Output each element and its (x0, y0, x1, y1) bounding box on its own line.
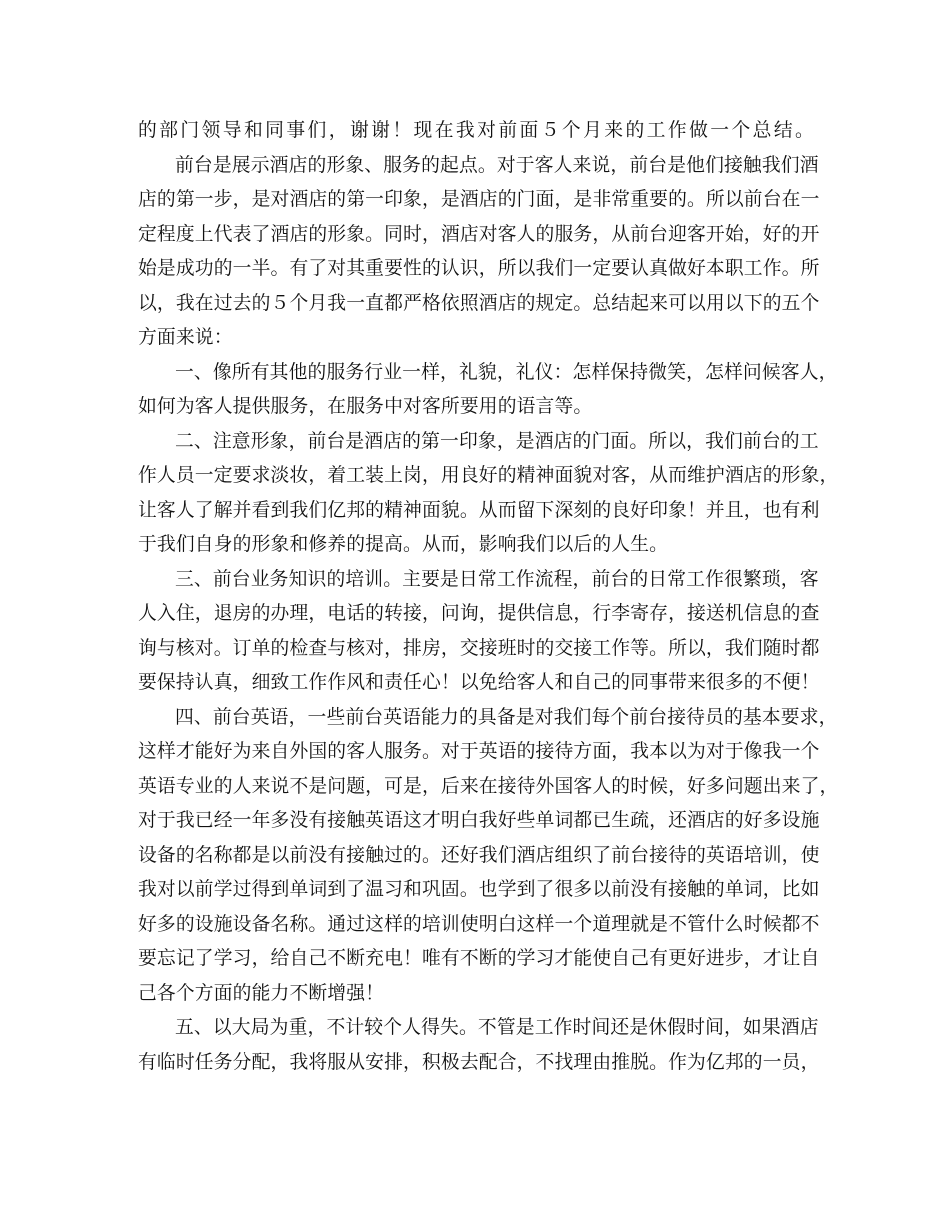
text-line: 人入住，退房的办理，电话的转接，问询，提供信息，行李寄存，接送机信息的查 (138, 603, 820, 624)
text-line: 英语专业的人来说不是问题，可是，后来在接待外国客人的时候，好多问题出来了， (138, 775, 839, 797)
paragraph-start-line: 一、像所有其他的服务行业一样，礼貌，礼仪：怎样保持微笑，怎样问候客人， (175, 361, 838, 383)
text-line: 让客人了解并看到我们亿邦的精神面貌。从而留下深刻的良好印象！并且，也有利 (138, 499, 820, 521)
text-line: 方面来说： (138, 327, 233, 348)
text-line: 定程度上代表了酒店的形象。同时，酒店对客人的服务，从前台迎客开始，好的开 (138, 223, 820, 245)
paragraph-start-line: 二、注意形象，前台是酒店的第一印象，是酒店的门面。所以，我们前台的工 (175, 430, 819, 452)
text-line: 如何为客人提供服务，在服务中对客所要用的语言等。 (138, 396, 593, 417)
text-line: 作人员一定要求淡妆，着工装上岗，用良好的精神面貌对客，从而维护酒店的形象， (138, 465, 839, 486)
text-line: 以，我在过去的５个月我一直都严格依照酒店的规定。总结起来可以用以下的五个 (138, 292, 820, 314)
text-line: 我对以前学过得到单词到了温习和巩固。也学到了很多以前没有接触的单词，比如 (138, 879, 820, 900)
text-line: 好多的设施设备名称。通过这样的培训使明白这样一个道理就是不管什么时候都不 (138, 913, 820, 935)
text-line: 店的第一步，是对酒店的第一印象，是酒店的门面，是非常重要的。所以前台在一 (138, 189, 820, 210)
paragraph-start-line: 前台是展示酒店的形象、服务的起点。对于客人来说，前台是他们接触我们酒 (175, 154, 819, 176)
document-body (138, 114, 839, 1080)
text-line: 这样才能好为来自外国的客人服务。对于英语的接待方面，我本以为对于像我一个 (138, 741, 820, 762)
text-line: 的部门领导和同事们，谢谢！现在我对前面５个月来的工作做一个总结。 (138, 120, 814, 141)
text-line: 对于我已经一年多没有接触英语这才明白我好些单词都已生疏，还酒店的好多设施 (138, 810, 820, 831)
text-line: 要忘记了学习，给自己不断充电！唯有不断的学习才能使自己有更好进步，才让自 (138, 948, 820, 969)
text-line: 设备的名称都是以前没有接触过的。还好我们酒店组织了前台接待的英语培训，使 (138, 844, 820, 866)
text-line: 于我们自身的形象和修养的提高。从而，影响我们以后的人生。 (138, 534, 669, 555)
paragraph-start-line: 四、前台英语，一些前台英语能力的具备是对我们每个前台接待员的基本要求， (175, 706, 838, 728)
text-line: 己各个方面的能力不断增强！ (138, 982, 385, 1004)
text-line: 询与核对。订单的检查与核对，排房，交接班时的交接工作等。所以，我们随时都 (138, 637, 820, 659)
paragraph-start-line: 五、以大局为重，不计较个人得失。不管是工作时间还是休假时间，如果酒店 (175, 1017, 819, 1038)
text-line: 始是成功的一半。有了对其重要性的认识，所以我们一定要认真做好本职工作。所 (138, 258, 820, 279)
paragraph-start-line: 三、前台业务知识的培训。主要是日常工作流程，前台的日常工作很繁琐，客 (175, 568, 819, 590)
text-line: 有临时任务分配，我将服从安排，积极去配合，不找理由推脱。作为亿邦的一员， (138, 1051, 820, 1073)
text-line: 要保持认真，细致工作作风和责任心！以免给客人和自己的同事带来很多的不便！ (138, 672, 820, 693)
